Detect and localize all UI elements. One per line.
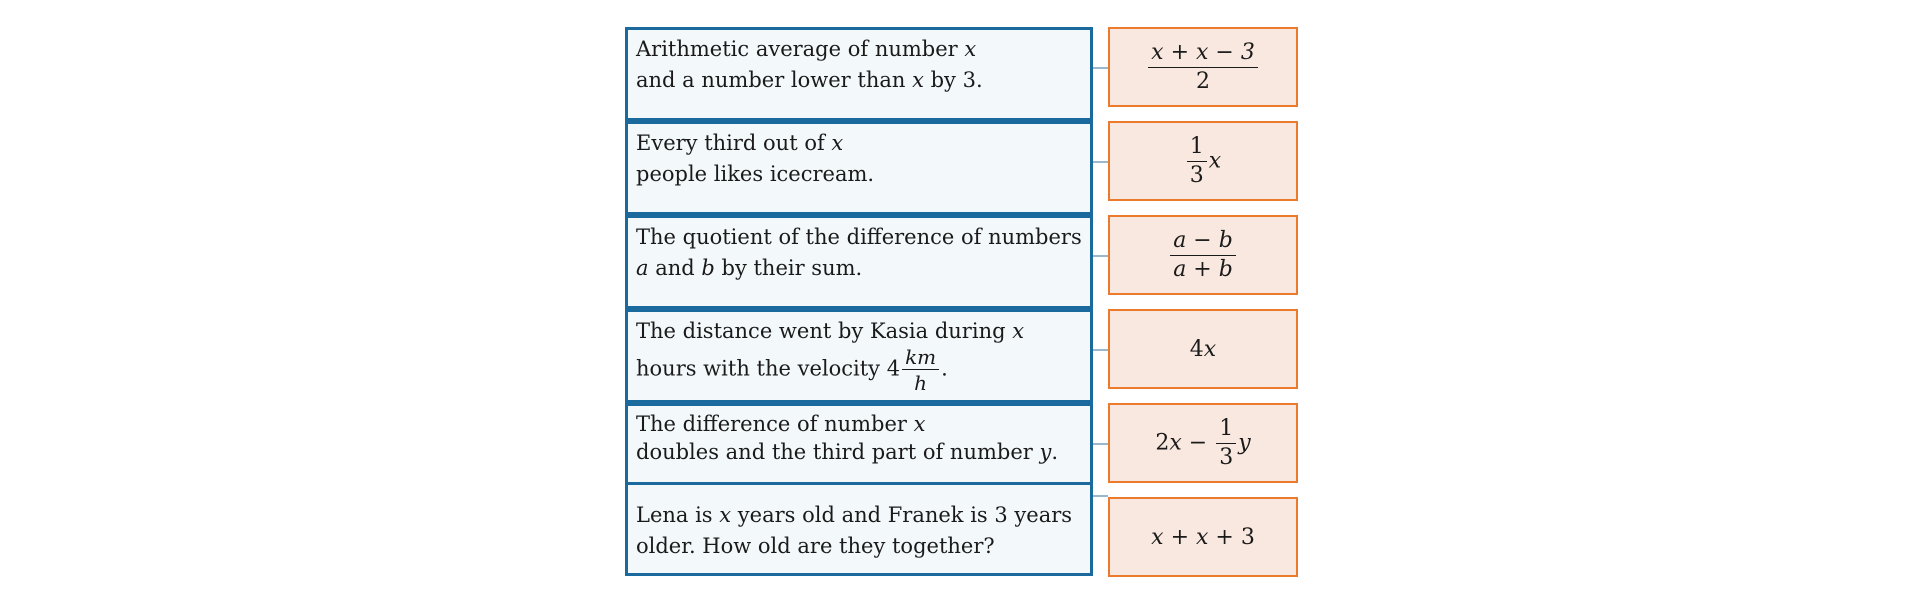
expression xyxy=(1190,337,1216,362)
connector-line xyxy=(1093,349,1108,351)
description-card-2[interactable] xyxy=(625,121,1093,215)
variable: x xyxy=(1208,148,1222,173)
operator: + xyxy=(1163,524,1196,550)
expression-card-5[interactable] xyxy=(1108,403,1298,483)
variable: x xyxy=(964,37,977,61)
description-line xyxy=(636,531,1082,562)
connector-line xyxy=(1093,255,1108,257)
text-fragment: Lena is xyxy=(636,503,720,527)
fraction-numerator: 1 xyxy=(1187,136,1207,162)
description-line xyxy=(636,253,1082,284)
expression-card-4[interactable] xyxy=(1108,309,1298,389)
description-line xyxy=(636,34,1082,65)
description-line xyxy=(636,159,1082,190)
fraction xyxy=(1148,39,1258,94)
expression-card-6[interactable] xyxy=(1108,497,1298,577)
text-fragment: Arithmetic average of number xyxy=(636,37,965,61)
description-card-3[interactable] xyxy=(625,215,1093,309)
connector-line xyxy=(1093,443,1108,445)
description-line xyxy=(636,410,1082,438)
text-fragment: and xyxy=(648,256,702,280)
text-fragment: Every third out of xyxy=(636,131,832,155)
variable: x xyxy=(719,503,732,527)
variable: x xyxy=(912,68,924,92)
description-line xyxy=(636,222,1082,253)
text-fragment: older. How old are they together? xyxy=(636,534,995,558)
text-fragment: hours with the velocity 4 xyxy=(636,356,901,381)
text-fragment: . xyxy=(1051,440,1059,464)
variable: x xyxy=(1203,336,1217,362)
fraction-denominator: a + b xyxy=(1173,256,1233,282)
operator: − xyxy=(1181,430,1215,455)
operator: + 3 xyxy=(1208,524,1255,550)
variable: x xyxy=(1151,524,1164,550)
coefficient: 2 xyxy=(1155,430,1170,455)
text-fragment: The distance went by Kasia during xyxy=(636,319,1013,343)
fraction-numerator: a − b xyxy=(1170,230,1236,256)
description-line xyxy=(636,347,1082,393)
connector-line xyxy=(1093,67,1108,69)
fraction-numerator: km xyxy=(902,347,939,370)
fraction xyxy=(1187,133,1207,188)
expression-card-3[interactable] xyxy=(1108,215,1298,295)
variable: x xyxy=(831,131,844,155)
fraction-numerator: x + x − 3 xyxy=(1148,42,1258,68)
variable: y xyxy=(1039,440,1052,464)
description-line xyxy=(636,500,1082,531)
connector-line xyxy=(1093,161,1108,163)
description-line xyxy=(636,316,1082,347)
expression-card-1[interactable] xyxy=(1108,27,1298,107)
text-fragment: and a number lower than xyxy=(636,68,913,92)
fraction xyxy=(1216,415,1236,470)
text-fragment: . xyxy=(941,356,948,381)
description-card-1[interactable] xyxy=(625,27,1093,121)
coefficient: 4 xyxy=(1189,336,1204,362)
description-line xyxy=(636,65,1082,96)
variable: x xyxy=(1012,319,1025,343)
description-card-6[interactable] xyxy=(625,482,1093,576)
description-card-4[interactable] xyxy=(625,309,1093,403)
connector-line xyxy=(1093,495,1108,497)
variable: b xyxy=(701,256,715,280)
text-fragment: doubles and the third part of number xyxy=(636,440,1040,464)
variable: x xyxy=(1196,524,1209,550)
variable: x xyxy=(1169,430,1182,455)
variable: x xyxy=(913,412,926,436)
text-fragment: The difference of number xyxy=(636,412,914,436)
expression xyxy=(1151,525,1255,550)
variable: y xyxy=(1238,430,1251,455)
expression-card-2[interactable] xyxy=(1108,121,1298,201)
fraction-numerator: 1 xyxy=(1216,418,1236,444)
fraction xyxy=(1170,227,1236,282)
description-line xyxy=(636,438,1082,466)
expression xyxy=(1155,415,1251,470)
text-fragment: The quotient of the difference of numbers xyxy=(636,225,1082,249)
description-line xyxy=(636,128,1082,159)
fraction-denominator: 3 xyxy=(1189,162,1204,188)
expression xyxy=(1185,133,1222,188)
text-fragment: years old and Franek is 3 years xyxy=(731,503,1073,527)
fraction-denominator: 2 xyxy=(1196,68,1210,94)
text-fragment: by their sum. xyxy=(714,256,863,280)
text-fragment: by 3. xyxy=(923,68,983,92)
unit-fraction xyxy=(902,347,939,393)
text-fragment: people likes icecream. xyxy=(636,162,875,186)
variable: a xyxy=(636,256,649,280)
fraction-denominator: 3 xyxy=(1219,444,1234,470)
fraction-denominator: h xyxy=(914,371,928,395)
